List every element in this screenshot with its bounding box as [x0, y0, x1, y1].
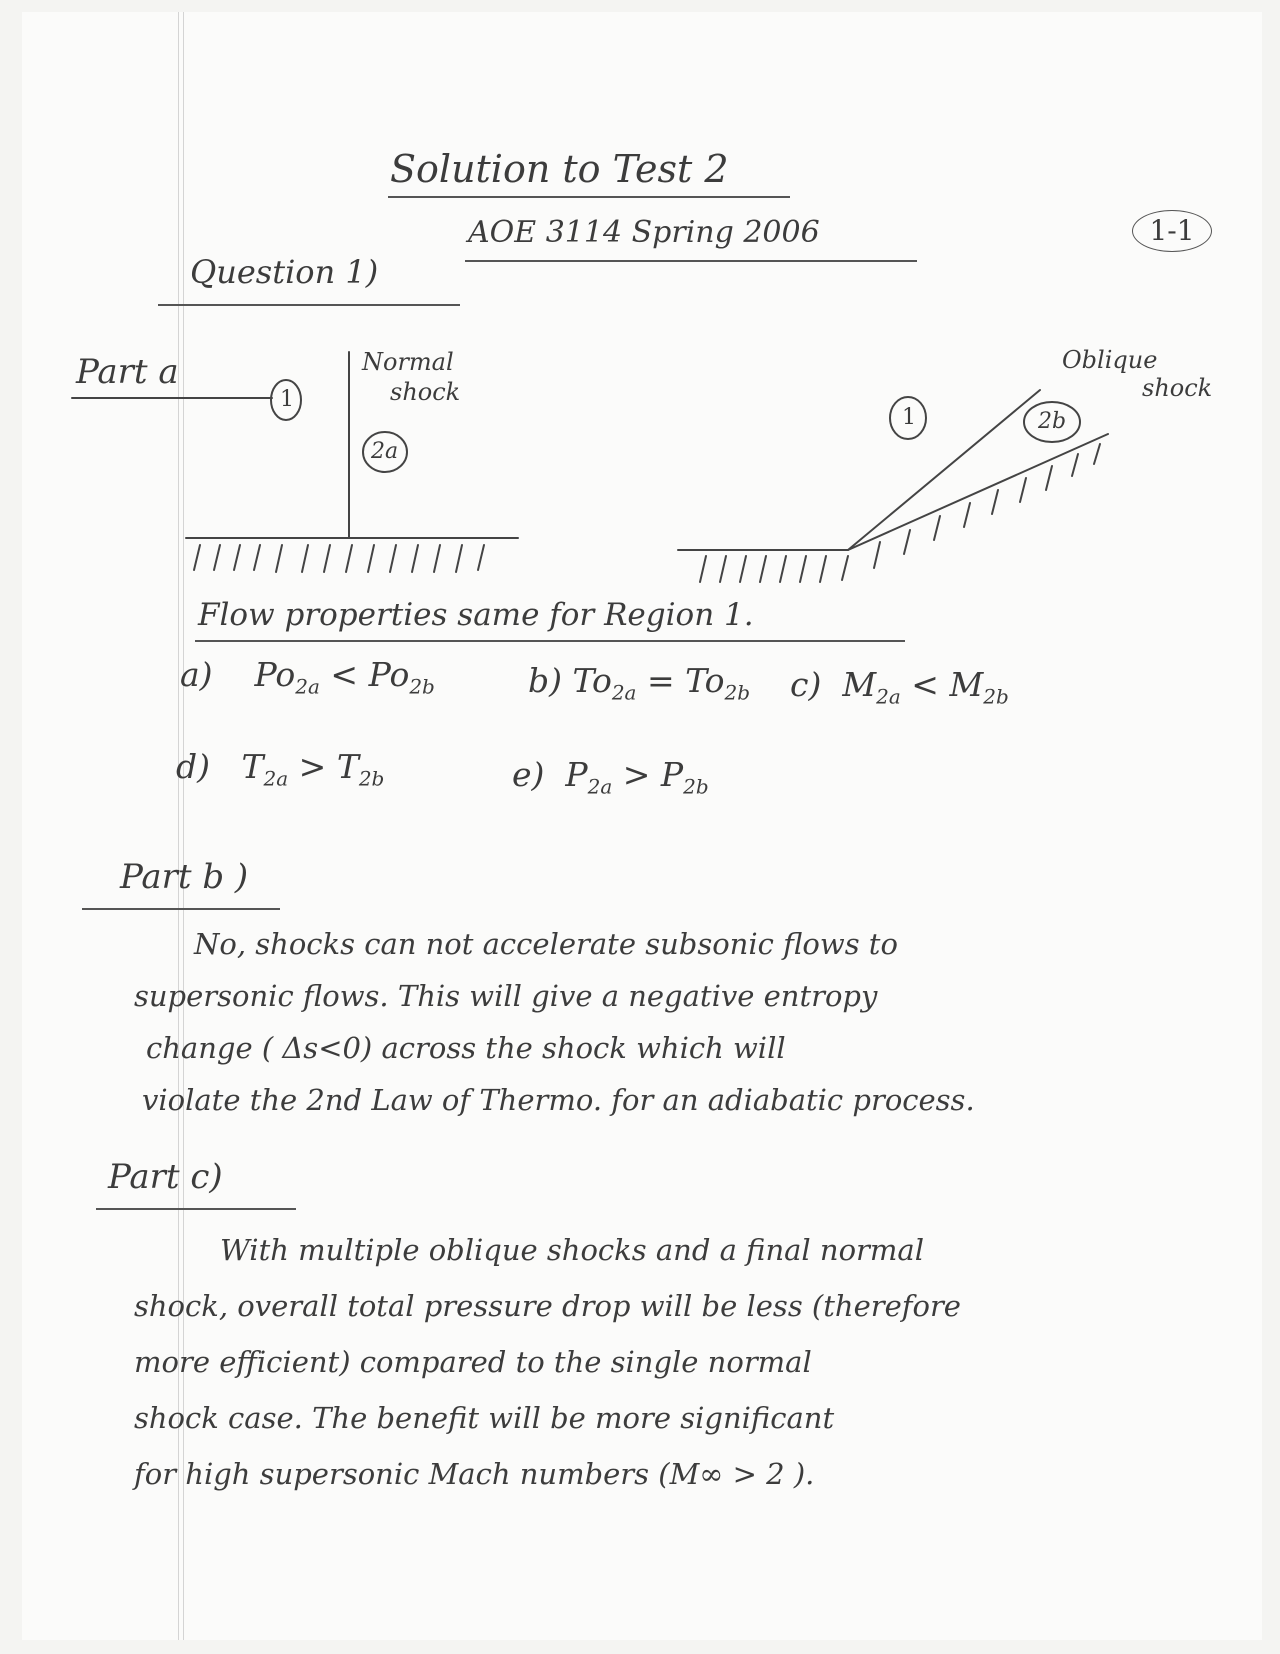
region-1-label: 1 — [280, 387, 294, 412]
wall-hatching — [194, 545, 484, 572]
region-2b-label: 2b — [1038, 409, 1067, 434]
part-a-heading: Part a — [76, 352, 179, 392]
part-c-heading: Part c) — [108, 1157, 223, 1197]
part-b-heading: Part b ) — [120, 857, 249, 897]
normal-shock-label: shock — [390, 378, 461, 406]
part-c-answer: With multiple oblique shocks and a final normal shock, overall total pressure drop will be less (therefore more efficient) compared to the single normal shock case. The benefit will be more significant for high supersonic Mach numbers (M∞ > 2 ). — [134, 1233, 961, 1491]
page-title: Solution to Test 2 — [390, 147, 729, 191]
region-2a-label: 2a — [371, 439, 399, 464]
answer-c: c) $M_{2a} < M_{2b}$ — [790, 665, 1009, 709]
region-1-label-oblique: 1 — [902, 405, 916, 430]
question-heading: Question 1) — [190, 253, 379, 291]
wedge-ramp — [848, 434, 1108, 550]
part-b-answer: No, shocks can not accelerate subsonic flows to supersonic flows. This will give a negative entropy change ( Δs<0) across the shock which will violate the 2nd Law of Thermo. for an adiabatic process. — [134, 927, 975, 1117]
oblique-shock-line — [848, 390, 1040, 550]
answer-e: e) $P_{2a} > P_{2b}$ — [512, 755, 709, 799]
part-c-underline — [96, 1208, 296, 1210]
page-number-badge: 1-1 — [1132, 210, 1212, 252]
region-note: Flow properties same for Region 1. — [198, 597, 754, 633]
answer-b: b) $To_{2a} = To_{2b}$ — [528, 661, 750, 705]
part-b-underline — [82, 908, 280, 910]
answer-d: d) $T_{2a} > T_{2b}$ — [176, 747, 385, 791]
course-info: AOE 3114 Spring 2006 — [468, 215, 820, 250]
normal-shock-label: Normal — [362, 348, 454, 376]
oblique-shock-label: shock — [1142, 374, 1213, 402]
answer-a: a) $Po_{2a} < Po_{2b}$ — [180, 655, 435, 699]
oblique-shock-label: Oblique — [1062, 346, 1158, 374]
note-underline — [195, 640, 905, 642]
